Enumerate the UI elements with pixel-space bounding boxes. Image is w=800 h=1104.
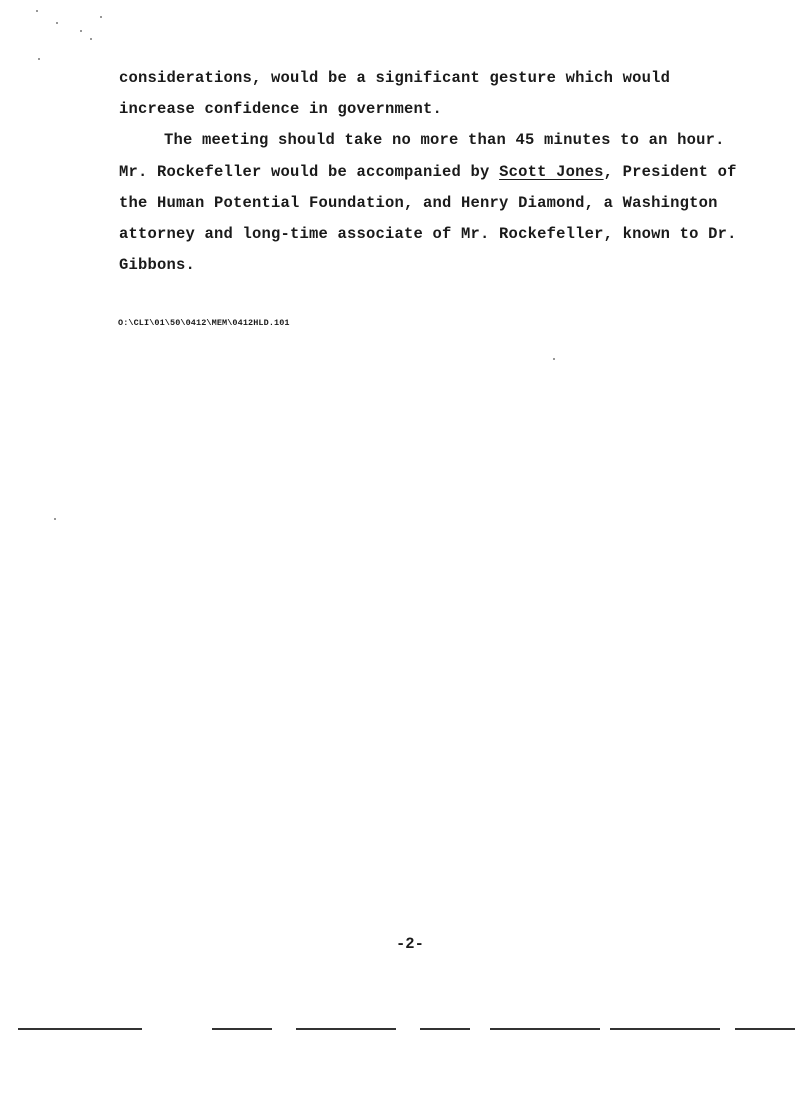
para2-line4: attorney and long-time associate of Mr. Rockefeller, known to Dr. [119, 225, 737, 243]
bottom-rule-segment [610, 1028, 720, 1030]
bottom-rule-segment [735, 1028, 795, 1030]
bottom-rule-segment [212, 1028, 272, 1030]
file-code: O:\CLI\01\50\0412\MEM\0412HLD.101 [118, 318, 290, 328]
para2-line5: Gibbons. [119, 256, 196, 274]
para2-line3: the Human Potential Foundation, and Henry Diamond, a Washington [119, 194, 718, 212]
scan-speck [90, 38, 92, 40]
scan-speck [54, 518, 56, 520]
bottom-rule-segment [18, 1028, 142, 1030]
bottom-rule-segment [296, 1028, 396, 1030]
page-number: -2- [396, 935, 424, 953]
para2-line1: The meeting should take no more than 45 minutes to an hour. [164, 131, 725, 149]
scan-speck [553, 358, 555, 360]
scan-speck [100, 16, 102, 18]
scan-speck [36, 10, 38, 12]
para2-line2-before: Mr. Rockefeller would be accompanied by [119, 163, 500, 181]
underlined-name: Scott Jones [499, 163, 604, 181]
scan-speck [80, 30, 82, 32]
para2-line2 [119, 162, 737, 182]
para2-line2-after: , President of [603, 163, 737, 181]
scan-speck [56, 22, 58, 24]
scan-speck [38, 58, 40, 60]
bottom-rule-segment [420, 1028, 470, 1030]
para1-line1: considerations, would be a significant gesture which would [119, 69, 671, 87]
bottom-rule-segment [490, 1028, 600, 1030]
para1-line2: increase confidence in government. [119, 100, 443, 118]
